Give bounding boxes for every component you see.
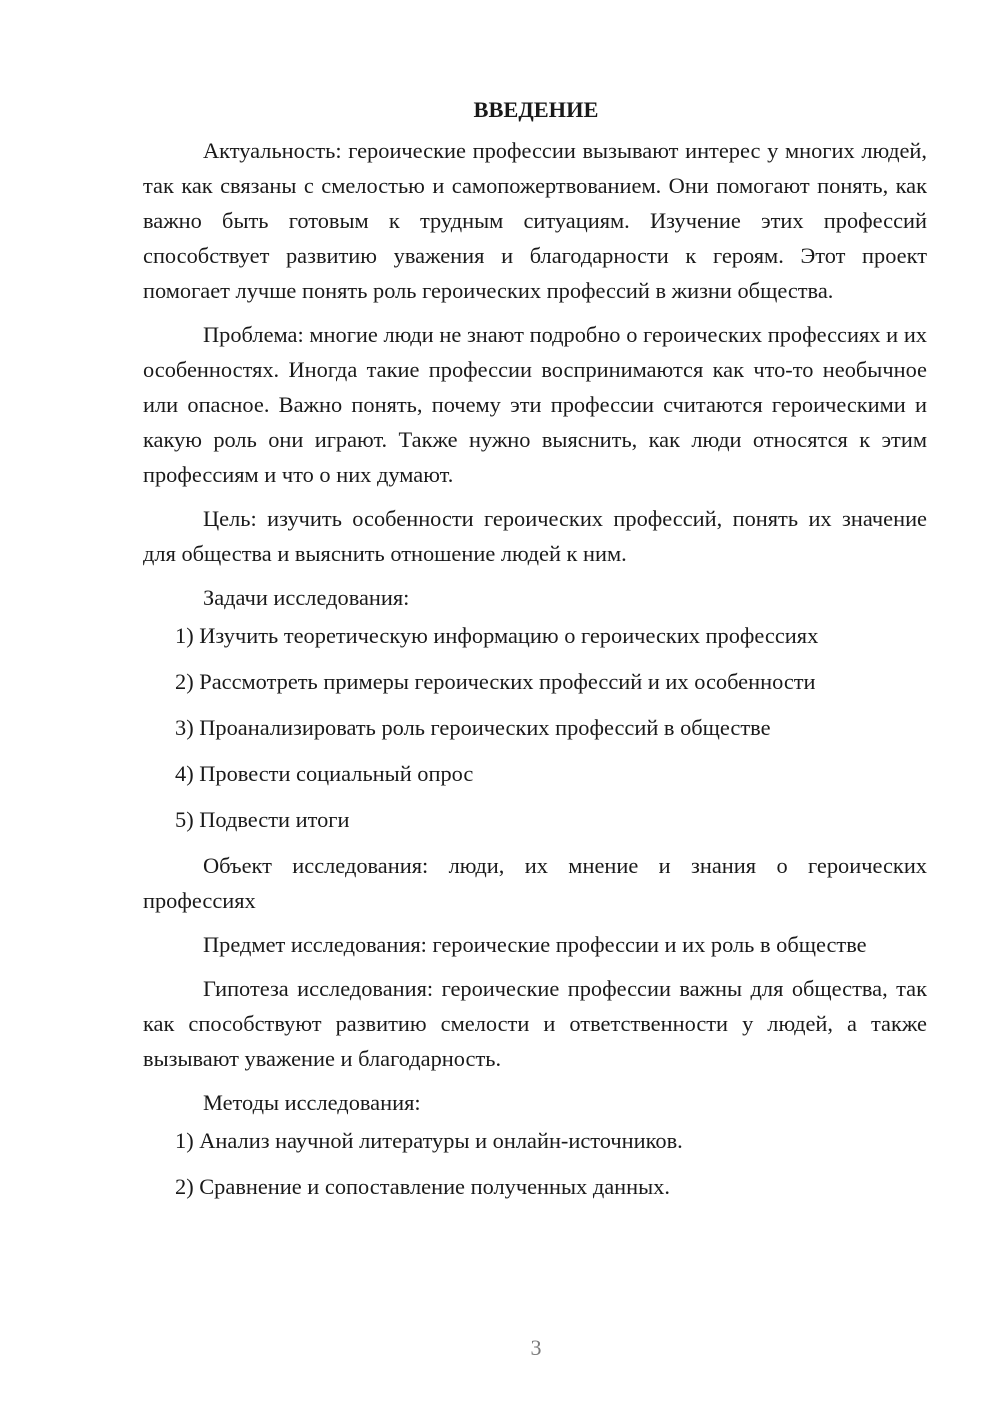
page-content bbox=[143, 92, 927, 1215]
task-item-4: 4) Провести социальный опрос bbox=[175, 761, 474, 786]
task-item-1: 1) Изучить теоретическую информацию о героических профессиях bbox=[175, 623, 819, 648]
object-paragraph: Объект исследования: люди, их мнение и знания о героических профессиях bbox=[143, 853, 927, 913]
subject-paragraph: Предмет исследования: героические профессии и их роль в обществе bbox=[203, 932, 867, 957]
problem-paragraph: Проблема: многие люди не знают подробно о героических профессиях и их особенностях. Иногда такие профессии воспринимаются как что-то необычное или опасное. Важно понять, почему эти профессии считаются героическими и какую роль они играют. Также нужно выяснить, как люди относятся к этим профессиям и что о них думают. bbox=[143, 322, 927, 487]
methods-list bbox=[143, 1123, 927, 1204]
tasks-list bbox=[143, 618, 927, 837]
method-item-1: 1) Анализ научной литературы и онлайн-источников. bbox=[175, 1128, 683, 1153]
methods-heading: Методы исследования: bbox=[203, 1090, 421, 1115]
task-item-5: 5) Подвести итоги bbox=[175, 807, 350, 832]
method-item-2: 2) Сравнение и сопоставление полученных данных. bbox=[175, 1174, 670, 1199]
task-item-3: 3) Проанализировать роль героических профессий в обществе bbox=[175, 715, 771, 740]
relevance-paragraph: Актуальность: героические профессии вызывают интерес у многих людей, так как связаны с смелостью и самопожертвованием. Они помогают понять, как важно быть готовым к трудным ситуациям. Изучение этих профессий способствует развитию уважения и благодарности к героям. Этот проект помогает лучше понять роль героических профессий в жизни общества. bbox=[143, 138, 927, 303]
hypothesis-paragraph: Гипотеза исследования: героические профессии важны для общества, так как способствуют развитию смелости и ответственности у людей, а также вызывают уважение и благодарность. bbox=[143, 976, 927, 1071]
section-title: ВВЕДЕНИЕ bbox=[473, 97, 599, 122]
goal-paragraph: Цель: изучить особенности героических профессий, понять их значение для общества и выяснить отношение людей к ним. bbox=[143, 506, 927, 566]
task-item-2: 2) Рассмотреть примеры героических профессий и их особенности bbox=[175, 669, 816, 694]
tasks-heading: Задачи исследования: bbox=[203, 585, 410, 610]
page-number: 3 bbox=[530, 1335, 542, 1360]
